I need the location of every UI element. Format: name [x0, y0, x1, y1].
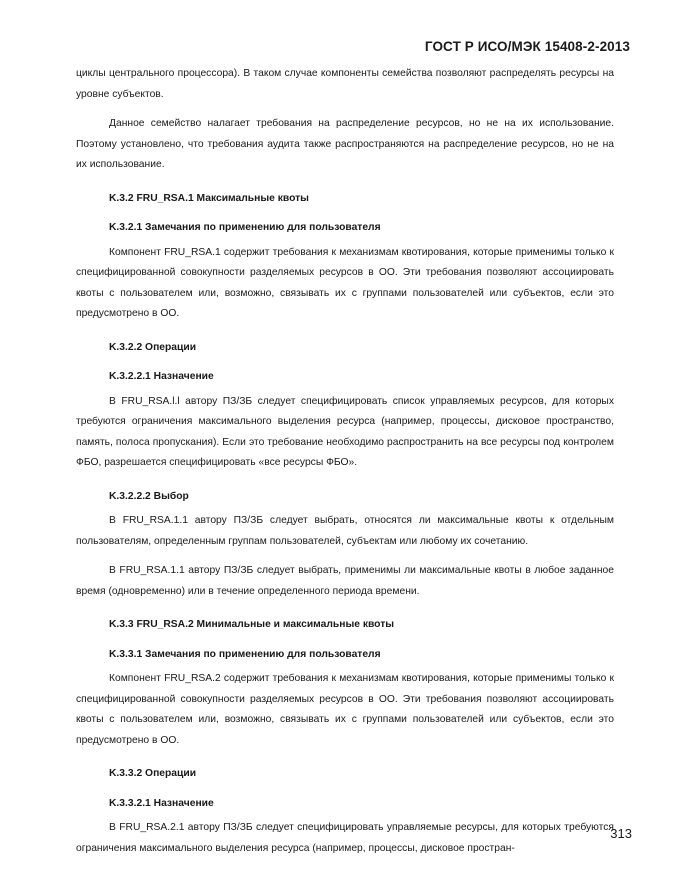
body-paragraph: Компонент FRU_RSA.2 содержит требования к механизмам квотирования, которые применимы только к специфицированной совокупности разделяемых ресурсов в ОО. Эти требования позволяют ассоциировать квоты с пользователем или, возможно, связывать их с группами пользователей или субъектов, если это предусмотрено в ОО. [76, 673, 614, 746]
section-heading: K.3.2.2.1 Назначение [109, 371, 214, 382]
block-gap [76, 209, 614, 218]
body-paragraph: В FRU_RSA.1.1 автору ПЗ/ЗБ следует выбрать, применимы ли максимальные квоты в любое заданное время (одновременно) или в течение определенного периода времени. [76, 565, 614, 597]
section-heading: K.3.2.1 Замечания по применению для пользователя [109, 222, 381, 233]
section-heading: K.3.3 FRU_RSA.2 Минимальные и максимальные квоты [109, 619, 395, 630]
section-heading: K.3.3.2 Операции [109, 768, 197, 779]
body-paragraph: В FRU_RSA.2.1 автору ПЗ/ЗБ следует специфицировать управляемые ресурсы, для которых требуются ограничения максимального выделения ресурса (например, процессы, дисковое простран- [76, 822, 614, 854]
block-gap [76, 636, 614, 645]
section-heading: K.3.3.1 Замечания по применению для пользователя [109, 648, 381, 660]
body-paragraph: Компонент FRU_RSA.1 содержит требования к механизмам квотирования, которые применимы только к специфицированной совокупности разделяемых ресурсов в ОО. Эти требования позволяют ассоциировать квоты с пользователем или, возможно, связывать их с группами пользователей или субъектов, если это предусмотрено в ОО. [76, 246, 614, 319]
body-paragraph: Данное семейство налагает требования на распределение ресурсов, но не на их использование. Поэтому установлено, что требования аудита также распространяются на распределение ресурсов, но не на их использование. [76, 118, 614, 170]
section-heading: K.3.2 FRU_RSA.1 Максимальные квоты [109, 192, 309, 204]
body-paragraph: В FRU_RSA.1.1 автору ПЗ/ЗБ следует выбрать, относятся ли максимальные квоты к отдельным пользователям, определенным группам пользователей, субъектам или любому их сочетанию. [76, 515, 614, 547]
block-gap [76, 325, 614, 338]
body-paragraph: циклы центрального процессора). В таком случае компоненты семейства позволяют распределять ресурсы на уровне субъектов. [76, 68, 614, 100]
section-heading: K.3.2.2.2 Выбор [109, 490, 189, 502]
block-gap [76, 358, 614, 367]
block-gap [76, 552, 614, 561]
page-header: ГОСТ Р ИСО/МЭК 15408-2-2013 [424, 39, 630, 54]
body-paragraph: В FRU_RSA.l.l автору ПЗ/ЗБ следует специфицировать список управляемых ресурсов, для которых требуются ограничения максимального выделения ресурса (например, процессы, дисковое пространство, память, полоса пропускания). Если это требование необходимо распространить на все ресурсы под контролем ФБО, разрешается специфицировать «все ресурсы ФБО». [76, 395, 614, 468]
section-heading: K.3.3.2.1 Назначение [109, 797, 214, 809]
block-gap [76, 105, 614, 114]
block-gap [76, 751, 614, 764]
block-gap [76, 602, 614, 615]
block-gap [76, 176, 614, 189]
block-gap [76, 474, 614, 487]
section-heading: K.3.2.2 Операции [109, 341, 197, 353]
document-body [76, 64, 614, 859]
page-number: 313 [610, 826, 632, 841]
block-gap [76, 785, 614, 794]
